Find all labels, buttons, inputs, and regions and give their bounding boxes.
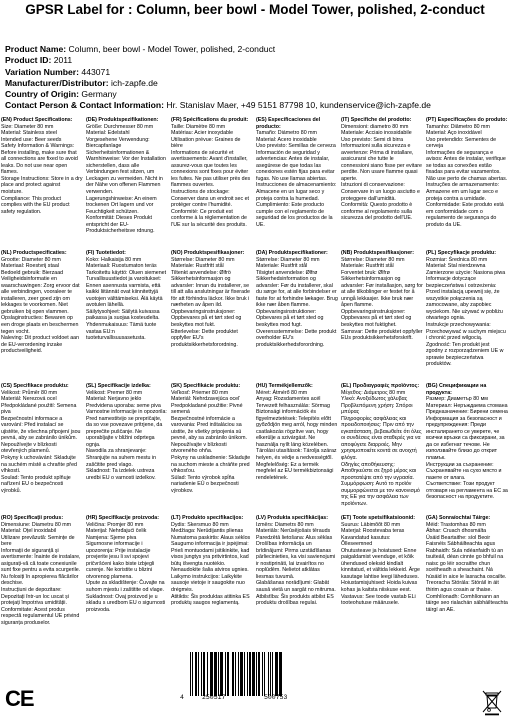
spec-block (171, 515, 253, 643)
meta-value: Hr. Stanislav Maer, +49 5151 87798 10, kundenservice@ich-zapfe.de (166, 100, 431, 111)
spec-text: Veličina: Promjer 80 mm Materijal: Nehrđajući čelik Namjena: Sjeme piva Sigurnosne informacije i upozorenja: Prije instalacije provjerite jesu li svi spojevi pričvršćeni kako biste izbjegli curenje. Ne koristite u blizini otvorenog plamena. Upute za skladištenje: Čuvajte na suhom mjestu i zaštitite od vlage. Sukladnost: Ovaj proizvod je u skladu s uredbom EU o sigurnosti proizvoda. (86, 521, 166, 613)
spec-heading: (CS) Specifikace produktu: (1, 383, 69, 389)
spec-text: Izmērs: Diametrs 80 mm Materiāls: Nerūsējošais tērauds Paredzētā lietošana: Alus sēklas Drošības informācija un brīdinājumi: Pirms uzstādīšanas pārliecinieties, ka visi savienojumi ir nostiprināti, lai izvairītos no noplūdēm. Nelietot atklātas liesmas tuvumā. Glabāšanas norādījumi: Glabāt sausā vietā un sargāt no mitruma. Atbilstība: Šis produkts atbilst ES produktu drošības regulai. (256, 521, 336, 607)
meta-value: ich-zapfe.de (111, 77, 158, 88)
spec-heading: (HU) Termékjellemzők: (256, 383, 313, 389)
spec-heading: (PL) Specyfikacje produktu: (426, 250, 497, 256)
spec-heading: (PT) Especificações do produto: (426, 117, 508, 123)
meta-label: Variation Number: (5, 66, 80, 77)
spec-heading: (ES) Especificaciones del producto: (256, 117, 321, 130)
meta-value: 443071 (81, 66, 111, 77)
spec-text: Suurus: Läbimõõt 80 mm Materjal: Roostevaba teras Kavandatud kasutus: Õlleseemned Ohutusteave ja hoiatused: Enne paigaldamist veenduge, et kõik ühendused oleksid kindlalt kinnitatud, et vältida lekkeid. Ärge kasutage lahtise leegi läheduses. Hoiustamisjuhised: Hoida kuivas kohas ja kaitsta niiskuse eest. Vastavus: See toode vastab ELi tooteohutuse määrusele. (341, 521, 420, 607)
spec-text: Größe: Durchmesser 80 mm Material: Edelstahl Vorgesehene Verwendung: Biercapfanlage Sicherheitsinformationen & Warnhinweise: Vor der Installation sicherstellen, dass alle Verbindungen fest sitzen, um Leckagen zu vermeiden. Nicht in der Nähe von offenen Flammen verwenden. Lagerungshinweise: An einem trockenen Ort lagern und vor Feuchtigkeit schützen. Konformität: Dieses Produkt entspricht der EU-Produktsicherheitsve rdnung. (86, 123, 166, 235)
spec-heading: (DE) Produktspezifikationen: (86, 117, 159, 123)
spec-text: Tamaño: Diámetro 80 mm Material: Acero inoxidable Uso previsto: Semillas de cerveza Información de seguridad y advertencias: Antes de instalar, asegúrese de que todas las conexiones estén fijas para evitar fugas. No use llamas abiertas. Instrucciones de almacenamiento: Almacene en un lugar seco y proteja contra la humedad. Cumplimiento: Este producto cumple con el reglamento de seguridad de los productos de la UE. (256, 130, 337, 228)
meta-product-name (5, 44, 505, 55)
spec-block (256, 515, 338, 643)
spec-heading: (ET) Toote spetsifikatsioonid: (341, 515, 416, 521)
spec-text: Grootte: Diameter 80 mm Materiaal: Roestvrij staal Bedoeld gebruik: Bierzaad Veiligheidsinformatie en waarschuwingen: Zorg ervoor dat alle verbindingen, vooraleer te installeren, zeer goed zijn om lekkages te voorkomen. Niet gebruiken bij open vlammen. Opslaginstructies: Bewaren op een droge plaats en beschermen tegen vocht. Naleving: Dit product voldoet aan de EU-verordening inzake productveiligheid. (1, 256, 80, 355)
meta-value: 2011 (53, 55, 73, 66)
spec-text: Veľkosť: Priemer 80 mm Materiál: Nehrdzavejúca oceľ Predpokladané použitie: Pivné semená Bezpečnostné informácie a varovania: Pred inštaláciou sa uistite, že všetky pripojenia sú pevné, aby sa zabránilo únikom. Nepoužívajte v blízkosti otvoreného ohňa. Pokyny na uskladnenie: Skladujte na suchom mieste a chráňte pred vlhkosťou. Súlad: Tento výrobok spĺňa nariadenie EÚ o bezpečnosti výrobkov. (171, 389, 251, 494)
spec-block (256, 383, 338, 511)
spec-text: Size: Diameter 80 mm Material: Stainless steel Intended use: Beer seeds Safety Information & Warnings: Before installing, make sure that all connections are fixed to avoid leaks. Do not use near open flames. Storage Instructions: Store in a dry place and protect against moisture. Compliance: This product complies with the EU product safety regulation. (1, 123, 83, 215)
spec-block (426, 515, 508, 643)
spec-heading: (NL) Productspecificaties: (1, 250, 67, 256)
barcode-space (282, 652, 283, 696)
meta-label: Country of Origin: (5, 89, 79, 100)
meta-label: Product ID: (5, 55, 52, 66)
spec-text: Dimensioni: diametro 80 mm Materiale: Acciaio inossidabile Uso previsto: Semi di birra Informazioni sulla sicurezza e avvertenze: Prima di installare, assicurarsi che tutte le connessioni siano fisse per evitare perdite. Non usare fiamme quasi aperte. Istruzioni di conservazione: Conservare in un luogo asciutto e proteggere dall'umidità. Conformità: Questo prodotto è conforme al regolamento sulla sicurezza del prodotto dell'UE. (341, 123, 422, 222)
spec-text: Velikost: Premer 80 mm Material: Nerjavno jeklo Predvidena uporaba: seme piva Varnostne informacije in opozorila: Pred namestitvijo se prepričajte, da so vse povezave pritrjene, da preprečite puščanje. Ne uporabljajte v bližini odprtega ognja. Navodila za shranjevanje: Shranjujte na suhem mestu in zaščitite pred vlago. Skladnost: Ta izdelek ustreza uredbi EU o varnosti izdelkov. (86, 389, 167, 481)
spec-heading: (SK) Špecifikácie produktu: (171, 383, 241, 389)
spec-block (426, 383, 508, 511)
barcode-digit-group-left: 250517 (202, 694, 226, 701)
spec-text: Méret: Átmérő 80 mm Anyag: Rozsdamentes acél Tervezett felhasználás: Sörmag Biztonsági információk és figyelmeztetések: Telepítés előtt győződjön meg arról, hogy minden csatlakozás rögzítve van, hogy elkerülje a szivárgást. Ne használja nyílt láng közelében. Tárolási utasítások: Tárolja száraz helyen, és védje a nedvességtől. Megfelelőség: Ez a termék megfelel az EU termékbiztonsági rendeletének. (256, 389, 338, 481)
ean-barcode (180, 652, 330, 704)
spec-text: Dimensiune: Diametru 80 mm Material: Oțel inoxidabil Utilizare prevăzută: Semințe de bere Informații de siguranță și avertismente: Înainte de instalare, asigurați-vă că toate conexiunile sunt fixe pentru a evita scurgerile. Nu folosiți în apropierea flăcărilor deschise. Instrucțiuni de depozitare: Depozitați într-un loc uscat și protejați împotriva umidității. Conformitate: Acest produs respectă regulamentul UE privind siguranța produselor. (1, 521, 81, 626)
spec-block (1, 250, 83, 378)
meta-value: Column, beer bowl - Model Tower, polished, 2-conduct (68, 44, 276, 54)
spec-text: Størrelse: Diameter 80 mm Materiale: Rustfrit stål Tilsigtet anvendelse: Ølfrø Sikkerhedsinformation og advarsler: Før du installerer, skal du sørge for, at alle forbindelser er faste for at forhindre lækager. Brug ikke nær åben flamme. Opbevaringsinstruktioner: Opbevares på et tørt sted og beskyttes mod fugt. Overensstemmelse: Dette produkt overholder EU's produktsikkerhedsforordning. (256, 256, 338, 348)
spec-block (171, 250, 253, 378)
spec-text: Størrelse: Diameter 80 mm Materiale: Rustfritt stål Tiltenkt anvendelse: Ølfrö Sikkerhetsinformasjon og advarsler: Innan du installerer, se till att alla anslutningar är fixerade för att förhindra läckor. Ikke bruk i nærheten av åpen ild. Oppbevaringsinstruksjoner: Oppbevares på et tørt sted og beskyttes mot fukt. Etterlevelse: Dette produktet oppfyller EU's produktsikkerhetsforordning. (171, 256, 250, 348)
spec-heading: (NO) Produktspesifikasjoner: (171, 250, 245, 256)
spec-text: Dydis: Skersmuo 80 mm Medžiaga: Nerūdijantis plienas Numatoma paskirtis: Alaus sėklos Saugumo informacija ir įspėjimai: Prieš montuodami įsitikinkite, kad visos jungtys yra pritvirtintos, kad būtų išvengta nuotėkio. Nenaudokite šalia atviros ugnies. Laikymo instrukcijos: Laikykite sausoje vietoje ir saugokite nuo drėgmės. Atitiktis: Šis produktas atitinka ES produktų saugos reglamentą. (171, 521, 251, 607)
spec-block (86, 383, 168, 511)
spec-block (171, 117, 253, 245)
meta-value: Germany (81, 89, 117, 100)
spec-heading: (GA) Sonraíochtaí Táirge: (426, 515, 491, 521)
spec-block (86, 515, 168, 643)
spec-block (341, 250, 423, 378)
meta-label: Contact Person & Contact Information: (5, 100, 164, 111)
spec-text: Taille: Diamètre 80 mm Matériau: Acier inoxydable Utilisation prévue: Graines de bière Informations de sécurité et avertissements: Avant d'installer, assurez-vous que toutes les connexions sont fixes pour éviter les fuites. Ne pas utiliser près des flammes ouvertes. Instructions de stockage: Conserver dans un endroit sec et protéger contre l'humidité. Conformité: Ce produit est conforme à la réglementation de l'UE sur la sécurité des produits. (171, 123, 251, 228)
barcode-digits (180, 694, 330, 704)
spec-heading: (SL) Specifikacije izdelka: (86, 383, 151, 389)
ce-mark-icon: CE (5, 686, 34, 711)
spec-block (1, 515, 83, 643)
meta-manufacturer (5, 78, 505, 89)
spec-block (1, 383, 83, 511)
spec-block (426, 117, 508, 245)
spec-heading: (BG) Спецификации на продукта: (426, 383, 487, 396)
meta-variation-number (5, 67, 505, 78)
spec-block (426, 250, 508, 378)
spec-text: Tamanho: Diâmetro 80 mm Material: Aço inoxidável Uso pretendido: Sementes de cerveja Informações de segurança e avisos: Antes de instalar, verifique se todas as conexões estão fixadas para evitar vazamentos. Não use perto de chamas abertas. Instruções de armazenamento: Armazene em um lugar seco e proteja contra a umidade. Conformidade: Este produto está em conformidade com o regulamento de segurança do produto da UE. (426, 123, 508, 228)
spec-block (86, 117, 168, 245)
spec-text: Méid: Trastomhas 80 mm Ábhar: Cruach dhosmálta Úsáid Beartaithe: síol Beoir Faisnéis Sábháilteachta agus Rabhaidh: Sula ndéanfaidh tú an tsuiteáil, déan cinnte go bhfuil na naisc go léir socraithe chun sceitheadh a sheachaint. Ná húsáid in aice le lasracha oscailte. Treoracha Stórála: Stóráil in áit thirim agus cosain ar thaise. Comhlíonadh: Comhlíonann an táirge seo rialachán sábháilteachta táirgí an AE. (426, 521, 508, 613)
crossed-out-wheelie-bin-icon (480, 688, 504, 716)
meta-contact (5, 100, 505, 111)
spec-heading: (NB) Produktspesifikasjoner: (341, 250, 414, 256)
spec-heading: (HR) Specifikacije proizvoda: (86, 515, 159, 521)
meta-product-id (5, 55, 505, 66)
spec-heading: (DA) Produktspecifikationer: (256, 250, 328, 256)
spec-heading: (FR) Spécifications du produit: (171, 117, 249, 123)
barcode-bars (190, 652, 320, 696)
spec-heading: (IT) Specifiche del prodotto: (341, 117, 412, 123)
meta-country-of-origin (5, 89, 505, 100)
spec-heading: (FI) Tuotetiedot: (86, 250, 126, 256)
spec-heading: (EL) Προδιαγραφές προϊόντος: (341, 383, 420, 389)
spec-block (86, 250, 168, 378)
spec-text: Μέγεθος: Διάμετρος 80 mm Υλικό: Ανοξείδωτος χάλυβας Προβλεπόμενη χρήση: Σπόροι μπύρας Πληροφορίες ασφάλειας και προειδοποιήσεις: Πριν από την εγκατάσταση, βεβαιωθείτε ότι όλες οι συνδέσεις είναι σταθερές για να αποφύγετε διαρροές. Μην χρησιμοποιείτε κοντά σε ανοιχτή φλόγα. Οδηγίες αποθήκευσης: Αποθηκεύστε σε ξηρό μέρος και προστατέψτε από την υγρασία. Συμμόρφωση: Αυτό το προϊόν συμμορφώνεται με τον κανονισμό της ΕΕ για την ασφάλεια των προϊόντων. (341, 389, 422, 507)
barcode-digit-prefix: 4 (180, 694, 184, 701)
spec-block (341, 383, 423, 511)
spec-text: Størrelse: Diameter 80 mm Materiale: Rustfritt stål Forventet bruk: Ølfrø Sikkerhetsinformasjon og advarsler: Før installasjon, sørg for at alle tilkoblinger er festet for å unngå lekkasjer. Ikke bruk nær åpen flamme. Oppbevaringsinstruksjoner: Oppbevares på et tørt sted og beskyttes mot fuktighet. Samsvar: Dette produktet oppfyller EUs produktsikkerhetsforskrift. (341, 256, 423, 342)
meta-label: Product Name: (5, 44, 67, 54)
spec-text: Velikost: Průměr 80 mm Materiál: Nerezová ocel Předpokládané použití: Semena piva Bezpečnostní informace a varování: Před instalací se ujistěte, že všechna připojení jsou pevná, aby se zabránilo únikům. Nepoužívejte v blízkosti otevřených plamenů. Pokyny k uchovávání: Skladujte na suchém místě a chraňte před vlhkostí. Soulad: Tento produkt splňuje nařízení EU o bezpečnosti výrobků. (1, 389, 81, 494)
meta-label: Manufacturer/Distributor: (5, 77, 109, 88)
spec-heading: (EN) Product Specifications: (1, 117, 73, 123)
spec-text: Rozmiar: Średnica 80 mm Materiał: Stal nierdzewna Zamierzone użycie: Nasiona piwa Informacje dotyczące bezpieczeństwa i ostrzeżenia: Przed instalacją upewnij się, że wszystkie połączenia są zamocowane, aby zapobiec wyciekom. Nie używać w pobliżu otwartego ognia. Instrukcje przechowywania: Przechowywać w suchym miejscu i chronić przed wilgocią. Zgodność: Ten produkt jest zgodny z rozporządzeniem UE w sprawie bezpieczeństwa produktów. (426, 256, 506, 368)
spec-heading: (LT) Produkto specifikacijos: (171, 515, 244, 521)
product-meta (5, 44, 505, 112)
spec-block (256, 250, 338, 378)
spec-text: Koko: Halkaisija 80 mm Materiaali: Ruostumaton teräs Tarkoitettu käyttö: Oluen siemenet Turvallisuustiedot ja varoitukset: Ennen asennusta varmista, että kaikki liitännät ovat kiinnitettyjä vuotojen välttämiseksi. Älä käytä avotulen lähellä. Säilytysohjeet: Säilytä kuivassa paikassa ja suojaa kosteudelta. Yhdenmukaisuus: Tämä tuote vastaa EU:n tuoteturvallisuusasetusta. (86, 256, 167, 342)
spec-block (256, 117, 338, 245)
spec-heading: (RO) Specificații produs: (1, 515, 64, 521)
page-title: GPSR Label for : Column, beer bowl - Model Tower, polished, 2-conduct (25, 2, 485, 17)
spec-block (171, 383, 253, 511)
barcode-digit-group-right: 500753 (264, 694, 288, 701)
spec-block (341, 117, 423, 245)
spec-heading: (LV) Produkta specifikācijas: (256, 515, 329, 521)
spec-text: Размер: Диаметър 80 мм Материал: Неръждаема стомана Предназначение: Бирени семена Информация за безопасност и предупреждения: Преди инсталирането се уверете, че всички връзки са фиксирани, за да се избегнат течове. Не използвайте близо до открит пламък. Инструкции за съхранение: Съхранявайте на сухо място и пазете от влага. Съответствие: Този продукт отговаря на регламента на ЕС за безопасност на продуктите. (426, 396, 508, 501)
spec-block (341, 515, 423, 643)
spec-block (1, 117, 83, 245)
